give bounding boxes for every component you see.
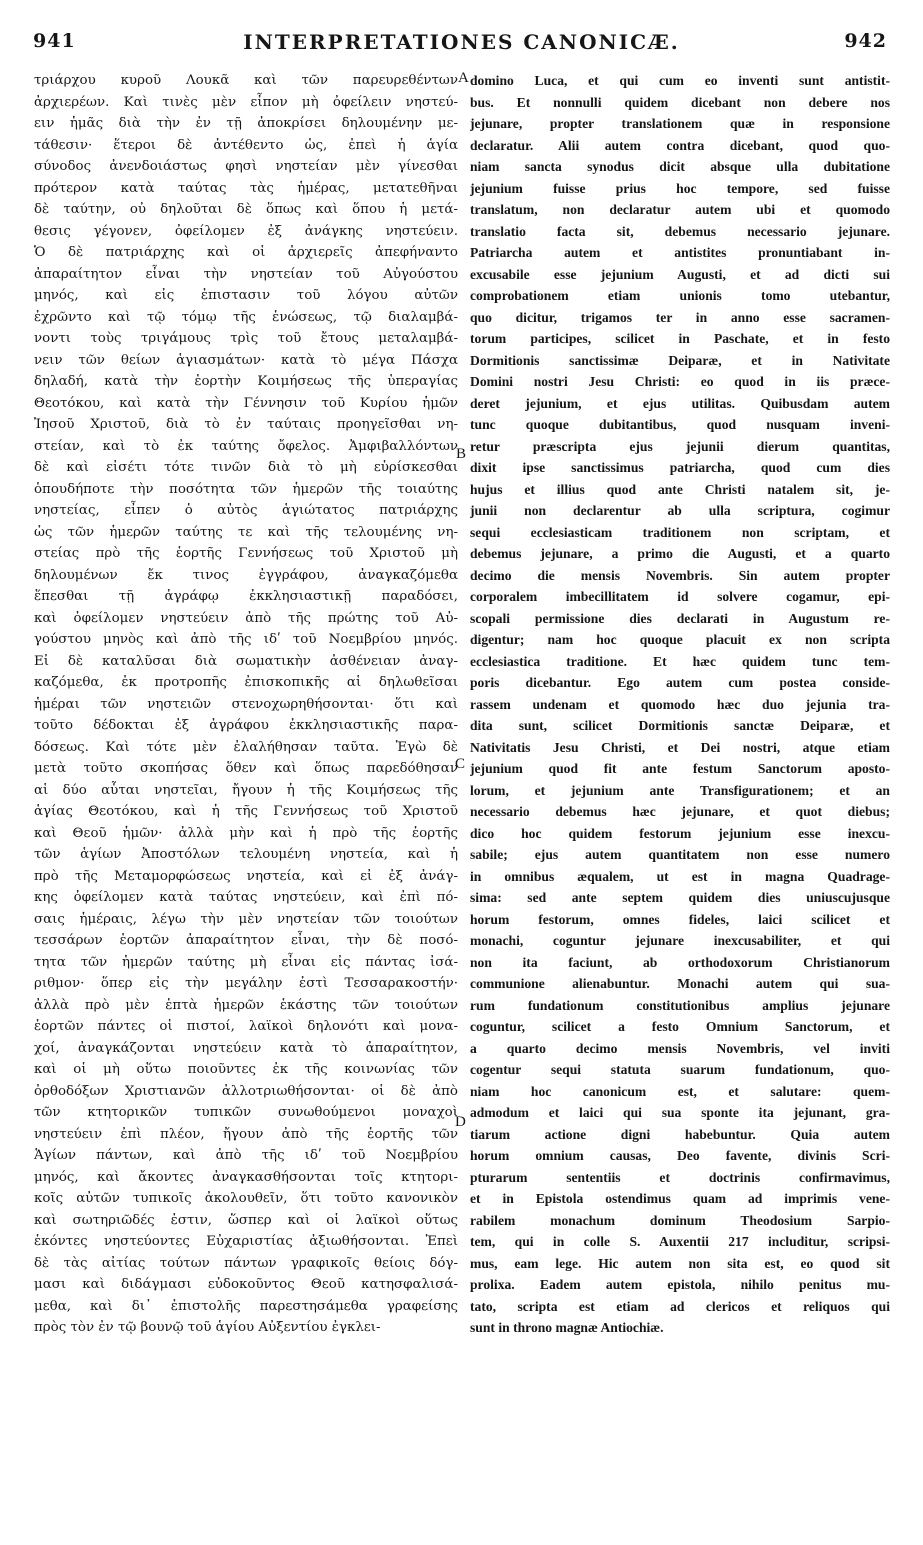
greek-text-line: ἀπαραίτητον εἶναι τὴν νηστείαν τοῦ Αὐγούστου (34, 266, 458, 282)
latin-text-line: domino Luca, et qui cum eo inventi sunt antistit- (470, 73, 890, 88)
section-marker-d: D (455, 1114, 466, 1130)
section-marker-a: A (458, 70, 469, 86)
greek-text-line: ἁγίας Θεοτόκου, καὶ ἡ τῆς Γεννήσεως τοῦ Χριστοῦ (34, 804, 458, 819)
greek-text-line: γούστου μηνὸς καὶ ἀπὸ τῆς ιδʹ τοῦ Νοεμβρίου μηνός. (34, 632, 458, 647)
latin-text-line: pturarum sententiis et doctrinis confirmavimus, (470, 1169, 890, 1185)
greek-text-line: Θεοτόκου, καὶ κατὰ τὴν Γέννησιν τοῦ Κυρίου ἡμῶν (34, 395, 458, 411)
latin-text-line: dita sunt, scilicet Dormitionis sanctæ Deiparæ, et (470, 718, 890, 733)
latin-text-line: comprobationem etiam unionis tomo utebantur, (470, 288, 890, 303)
latin-text-line: dico hoc quidem festorum jejunium esse inexcu- (470, 825, 890, 841)
latin-text-line: coguntur, scilicet a festo Omnium Sanctorum, et (470, 1019, 890, 1034)
greek-text-line: πρὸ τῆς Μεταμορφώσεως νηστεία, καὶ εἰ ἐξ ἀνάγ- (34, 868, 458, 884)
latin-text-line: non ita faciunt, ab orthodoxorum Christianorum (470, 954, 890, 970)
page-number-right: 942 (844, 30, 887, 52)
greek-text-line: δὲ καὶ εἰσέτι τότε τινῶν διὰ τὸ μὴ εὑρίσκεσθαι (34, 460, 458, 475)
greek-text-line: μετὰ τοῦτο σκοπήσας ὅθεν καὶ ὅπως παρεδόθησαν (34, 761, 458, 776)
latin-text-line: rassem undenam et quomodo hæc duo jejunia tra- (470, 696, 890, 712)
greek-text-line: δὲ τὰς αἰτίας τούτων πάντων γραφικοῖς θείοις δόγ- (34, 1255, 458, 1271)
latin-text-line: mus, eam lege. Hic autem non sita est, eo quod sit (470, 1255, 890, 1271)
latin-text-line: niam hoc canonicum est, et salutare: quem- (470, 1083, 890, 1099)
greek-text-line: κης ὀφείλομεν κατὰ ταύτας νηστεύειν, καὶ ἐπὶ πό- (34, 890, 458, 905)
latin-text-line: dixit ipse sanctissimus patriarcha, quod cum dies (470, 460, 890, 475)
latin-text-line: decimo die mensis Novembris. Sin autem propter (470, 567, 890, 583)
latin-text-line: horum omnium causas, Deo favente, divinis Scri- (470, 1148, 890, 1163)
latin-text-line: corporalem imbecillitatem id solvere cogamur, epi- (470, 589, 890, 604)
latin-text-line: translatio facta sit, debemus necessario jejunare. (470, 223, 890, 239)
page-header (0, 30, 923, 64)
latin-text-line: cogentur sequi statuta suarum fundationum, quo- (470, 1062, 890, 1077)
latin-text-line: sima: sed ante septem quidem dies uniuscujusque (470, 890, 890, 905)
greek-text-line: σύνοδος ἀνενδοιάστως φησὶ νηστείαν μὲν γίνεσθαι (34, 159, 458, 174)
greek-text-line: κοῖς αὐτῶν τυπικοῖς ἀκολουθεῖν, ὅτι τοῦτο κανονικὸν (34, 1191, 458, 1206)
greek-text-line: δόσεως. Καὶ τότε μὲν ἐλαλήθησαν ταῦτα. Ἐγὼ δὲ (34, 739, 458, 755)
latin-text-line: Patriarcha autem et antistites pronuntiabant in- (470, 245, 890, 260)
latin-text-line: et in Epistola ostendimus quam ad imprimis vene- (470, 1191, 890, 1206)
greek-text-line: μηνός, καὶ ἄκοντες ἀναγκασθήσονται τοῖς κτητορι- (34, 1169, 458, 1185)
latin-text-line: declaratur. Alii autem contra dicebant, quod quo- (470, 137, 890, 153)
greek-text-line: χοί, ἀναγκάζονται νηστεύειν κατὰ τὸ ἀπαραίτητον, (34, 1040, 458, 1056)
latin-text-line: prolixa. Eadem autem epistola, nihilo penitus mu- (470, 1277, 890, 1292)
latin-text-line: debemus jejunare, a primo die Augusti, et a quarto (470, 546, 890, 561)
latin-text-line: niam sancta synodus dicit absque ulla dubitatione (470, 159, 890, 174)
latin-text-line: Nativitatis Jesu Christi, et Dei nostri, atque etiam (470, 739, 890, 755)
greek-text-line: μασι καὶ διδάγμασι εὐδοκοῦντος Θεοῦ κατησφαλισά- (34, 1277, 458, 1292)
greek-text-line: ἑκόντες νηστεύοντες Εὐχαριστίας ἀξιωθήσονται. Ἐπεὶ (34, 1234, 458, 1249)
latin-text-line: rum fundationum constitutionibus amplius jejunare (470, 997, 890, 1013)
latin-text-line: Dormitionis sanctissimæ Deiparæ, et in Nativitate (470, 352, 890, 368)
greek-text-line: ριθμον· ὅπερ εἰς τὴν μεγάλην ἐστὶ Τεσσαρακοστήν· (34, 976, 458, 991)
latin-text-line: tem, qui in colle S. Auxentii 217 includitur, scripsi- (470, 1234, 890, 1249)
greek-text-line: ἐχρῶντο καὶ τῷ τόμῳ τῆς ἑνώσεως, τῷ διαλαμβά- (34, 309, 458, 325)
greek-text-line: ὡς τῶν ἡμερῶν ταύτης τε καὶ τῆς τελουμένης νη- (34, 524, 458, 540)
section-marker-c: C (455, 756, 466, 772)
greek-text-line: δηλαδή, κατὰ τὴν ἑορτὴν Κοιμήσεως τῆς ὑπεραγίας (34, 374, 458, 389)
greek-text-line: Εἰ δὲ καταλῦσαι διὰ σωματικὴν ἀσθένειαν ἀναγ- (34, 653, 458, 669)
running-title: INTERPRETATIONES CANONICÆ. (243, 30, 680, 54)
greek-text-line: νειν τῶν θείων ἁγιασμάτων· κατὰ τὸ μέγα Πάσχα (34, 352, 458, 368)
greek-text-line: θεσις γέγονεν, ὀφείλομεν ἐξ ἀνάγκης νηστεύειν. (34, 223, 458, 239)
latin-text-line: lorum, et jejunium ante Transfigurationem; et an (470, 782, 890, 798)
latin-text-line: deret jejunium, et ejus utilitas. Quibusdam autem (470, 395, 890, 411)
latin-text-line: digentur; nam hoc quoque placuit ex non scripta (470, 632, 890, 647)
greek-text-line: στείαν, καὶ τὸ ἐκ ταύτης ὄφελος. Ἀμφιβαλλόντων (34, 438, 458, 454)
latin-text-line: jejunium quod fit ante festum Sanctorum aposto- (470, 761, 890, 776)
greek-text-line: καὶ οἱ μὴ οὕτω ποιοῦντες ἐκ τῆς κοινωνίας τῶν (34, 1062, 458, 1077)
latin-text-line: sunt in throno magnæ Antiochiæ. (470, 1320, 664, 1335)
greek-text-line: μεθα, καὶ δι᾿ ἐπιστολῆς παρεστησάμεθα γραφείσης (34, 1298, 458, 1314)
greek-text-line: τῶν κτητορικῶν τυπικῶν συνωθούμενοι μοναχοὶ (34, 1105, 458, 1120)
greek-text-line: καὶ σωτηριῶδές ἐστιν, ὥσπερ καὶ οἱ λαϊκοὶ οὕτως (34, 1212, 458, 1228)
page-number-left: 941 (33, 30, 76, 52)
latin-text-line: scopali permissione dies declarati in Augustum re- (470, 610, 890, 626)
greek-text-line: τάθεσιν· ἕτεροι δὲ ἀντέθεντο ὡς, ἐπεὶ ἡ ἁγία (34, 137, 458, 153)
latin-text-line: tiarum actione digni habebuntur. Quia autem (470, 1126, 890, 1142)
latin-text-line: bus. Et nonnulli quidem dicebant non debere nos (470, 94, 890, 110)
greek-text-line: τῶν ἁγίων Ἀποστόλων τελουμένη νηστεία, καὶ ἡ (34, 847, 458, 862)
greek-text-line: ἀλλὰ πρὸ μὲν ἑπτὰ ἡμερῶν ἑκάστης τῶν τοιούτων (34, 997, 458, 1013)
latin-text-line: necessario debemus hæc jejunare, et quot diebus; (470, 804, 890, 819)
latin-text-line: Domini nostri Jesu Christi: eo quod in iis præce- (470, 374, 890, 389)
greek-text-line: καὶ ὀφείλομεν νηστεύειν ἀπὸ τῆς πρώτης τοῦ Αὐ- (34, 610, 458, 626)
greek-text-line: τεσσάρων ἑορτῶν ἀπαραίτητον εἶναι, τὴν δὲ ποσό- (34, 933, 458, 948)
latin-text-line: tunc quoque dubitantibus, quod nusquam inveni- (470, 417, 890, 432)
latin-text-line: translatum, non declaratur autem ubi et quomodo (470, 202, 890, 217)
greek-text-line: καζόμεθα, ἐκ προτροπῆς ἐπισκοπικῆς αἱ δηλωθεῖσαι (34, 675, 458, 690)
latin-text-line: jejunare, propter translationem quæ in responsione (470, 116, 890, 131)
latin-text-line: horum festorum, omnes fideles, laici scilicet et (470, 911, 890, 927)
greek-text-line: τοῦτο δέδοκται ἐξ ἀγράφου ἐκκλησιαστικῆς παρα- (34, 718, 458, 733)
greek-text-line: ειν ἡμᾶς διὰ τὴν ἐν τῇ ἀποκρίσει δηλουμένην με- (34, 116, 458, 131)
latin-text-line: quo dicitur, trigamos ter in anno esse sacramen- (470, 309, 890, 325)
latin-text-line: admodum et laici qui sua sponte ita jejunant, gra- (470, 1105, 890, 1120)
greek-text-line: σαις ἡμέραις, λέγω τὴν μὲν νηστείαν τῶν τοιούτων (34, 911, 458, 927)
greek-text-line: αἱ δύο αὗται νηστεῖαι, ἤγουν ἡ τῆς Κοιμήσεως τῆς (34, 782, 458, 798)
greek-text-line: ἑορτῶν πάντες οἱ πιστοί, λαϊκοὶ δηλονότι καὶ μονα- (34, 1019, 458, 1034)
latin-text-line: hujus et illius quod ante Christi natalem sit, je- (470, 481, 890, 497)
latin-text-line: in omnibus æqualem, ut est in magna Quadrage- (470, 868, 890, 884)
greek-text-line: στείας πρὸ τῆς ἑορτῆς Γεννήσεως τοῦ Χριστοῦ μὴ (34, 546, 458, 561)
latin-text-line: retur præscripta ejus jejunii dierum quantitas, (470, 438, 890, 454)
greek-text-line: δὲ ταύτην, οὐ δηλοῦται δὲ ὅπως καὶ ὅπου ἡ μετά- (34, 202, 458, 217)
latin-text-line: jejunium fuisse prius hoc tempore, sed fuisse (470, 180, 890, 196)
latin-text-line: torum participes, scilicet in Paschate, et in festo (470, 331, 890, 346)
greek-text-line: δηλουμένων ἔκ τινος ἐγγράφου, ἀναγκαζόμεθα (34, 567, 458, 583)
greek-text-line: τητα τῶν ἡμερῶν ταύτης μὴ εἶναι εἰς πάντας ἰσά- (34, 954, 458, 970)
latin-text-line: ecclesiastica traditione. Et hæc quidem tunc tem- (470, 653, 890, 669)
latin-text-line: rabilem monachum dominum Theodosium Sarpio- (470, 1212, 890, 1228)
greek-text-line: ἕπεσθαι τῇ ἀγράφῳ ἐκκλησιαστικῇ παραδόσει, (34, 589, 458, 604)
latin-text-line: sabile; ejus autem quantitatem non esse numero (470, 847, 890, 862)
greek-text-line: νοντι τοὺς τριγάμους τρὶς τοῦ ἔτους μεταλαμβά- (34, 331, 458, 346)
greek-text-line: μηνός, καὶ εἰς ἐπιστασιν τοῦ λόγου αὐτῶν (34, 288, 458, 303)
greek-text-line: ὁπουδήποτε τὴν ποσότητα τῶν ἡμερῶν τῆς τοιαύτης (34, 481, 458, 497)
greek-text-line: Ἰησοῦ Χριστοῦ, διὰ τὸ ἐν ταύταις προηγεῖσθαι νη- (34, 417, 458, 432)
latin-column (470, 70, 890, 1339)
latin-text-line: junii non declarentur ab ulla scriptura, cogimur (470, 503, 890, 518)
greek-text-line: Ἁγίων πάντων, καὶ ἀπὸ τῆς ιδʹ τοῦ Νοεμβρίου (34, 1148, 458, 1163)
section-marker-b: B (456, 446, 467, 462)
latin-text-line: a quarto decimo mensis Novembris, vel inviti (470, 1040, 890, 1056)
greek-column (34, 70, 458, 1339)
greek-text-line: πρότερον κατὰ ταύτας τὰς ἡμέρας, μετατεθῆναι (34, 180, 458, 196)
greek-text-line: καὶ Θεοῦ ἡμῶν· ἀλλὰ μὴν καὶ ἡ πρὸ τῆς ἑορτῆς (34, 825, 458, 841)
greek-text-line: ὀρθοδόξων Χριστιανῶν ἀλλοτριωθήσονται· οἱ δὲ ἀπὸ (34, 1083, 458, 1099)
greek-text-line: ἀρχιερέων. Καὶ τινὲς μὲν εἶπον μὴ ὀφείλειν νηστεύ- (34, 94, 458, 110)
latin-text-line: communione alienabuntur. Monachi autem qui sua- (470, 976, 890, 991)
greek-text-line: νηστεύειν ἐπὶ πλέον, ἤγουν ἀπὸ τῆς ἑορτῆς τῶν (34, 1126, 458, 1142)
latin-text-line: excusabile esse jejunium Augusti, et ad dicti sui (470, 266, 890, 282)
latin-text-line: poris dicebantur. Ego autem cum postea conside- (470, 675, 890, 690)
greek-text-line: νηστείας, εἶπεν ὁ αὐτὸς ἁγιώτατος πατριάρχης (34, 503, 458, 518)
greek-text-line: πρὸς τὸν ἐν τῷ βουνῷ τοῦ ἁγίου Αὐξεντίου ἐγκλει- (34, 1320, 381, 1335)
greek-text-line: τριάρχου κυροῦ Λουκᾶ καὶ τῶν παρευρεθέντων (34, 73, 458, 88)
greek-text-line: Ὁ δὲ πατριάρχης καὶ οἱ ἀρχιερεῖς ἀπεφήναντο (34, 245, 458, 260)
latin-text-line: monachi, coguntur jejunare inexcusabiliter, et qui (470, 933, 890, 948)
greek-text-line: ἡμέραι τῶν νηστειῶν στενοχωρηθήσονται· ὅτι καὶ (34, 696, 458, 712)
latin-text-line: tato, scripta est etiam ad clericos et reliquos qui (470, 1298, 890, 1314)
latin-text-line: sequi ecclesiasticam traditionem non scriptam, et (470, 524, 890, 540)
